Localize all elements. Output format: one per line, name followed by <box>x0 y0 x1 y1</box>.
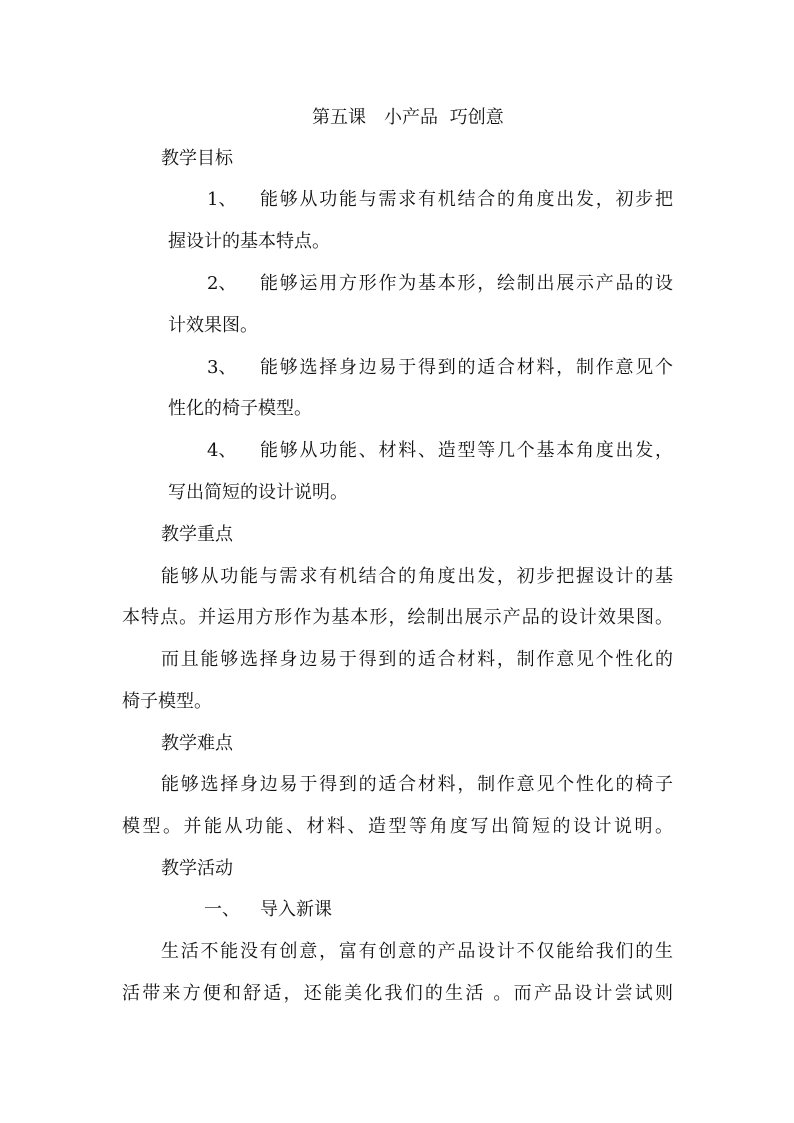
key-points-line: 本特点。并运用方形作为基本形，绘制出展示产品的设计效果图。 <box>122 607 673 628</box>
goal-number: 3、 <box>207 357 237 378</box>
activities-heading: 教学活动 <box>161 858 233 879</box>
goal-text-line1: 能够从功能、材料、造型等几个基本角度出发， <box>260 440 673 461</box>
page-title: 第五课 小产品 巧创意 <box>312 107 504 128</box>
key-points-line: 椅子模型。 <box>122 691 212 712</box>
goals-heading: 教学目标 <box>161 148 233 169</box>
key-points-heading: 教学重点 <box>161 524 233 545</box>
section-title: 导入新课 <box>260 899 332 920</box>
difficult-points-line: 模型。并能从功能、材料、造型等角度写出简短的设计说明。 <box>122 816 673 837</box>
key-points-line: 而且能够选择身边易于得到的适合材料，制作意见个性化的 <box>161 649 673 670</box>
goal-number: 1、 <box>207 189 237 210</box>
goal-text-line1: 能够运用方形作为基本形，绘制出展示产品的设 <box>260 273 673 294</box>
goal-text-line1: 能够选择身边易于得到的适合材料，制作意见个 <box>260 357 673 378</box>
goal-text-line2: 性化的椅子模型。 <box>168 398 312 419</box>
key-points-line: 能够从功能与需求有机结合的角度出发，初步把握设计的基 <box>161 566 673 587</box>
goal-number: 4、 <box>207 440 237 461</box>
goal-text-line2: 写出简短的设计说明。 <box>168 482 348 503</box>
goal-text-line2: 握设计的基本特点。 <box>168 231 330 252</box>
difficult-points-line: 能够选择身边易于得到的适合材料，制作意见个性化的椅子 <box>161 774 673 795</box>
goal-number: 2、 <box>207 273 237 294</box>
difficult-points-heading: 教学难点 <box>161 733 233 754</box>
section-number: 一、 <box>204 899 240 920</box>
goal-text-line2: 计效果图。 <box>168 315 258 336</box>
intro-line: 生活不能没有创意，富有创意的产品设计不仅能给我们的生 <box>161 941 673 962</box>
goal-text-line1: 能够从功能与需求有机结合的角度出发，初步把 <box>260 189 673 210</box>
intro-line: 活带来方便和舒适，还能美化我们的生活 。而产品设计尝试则 <box>122 983 673 1004</box>
